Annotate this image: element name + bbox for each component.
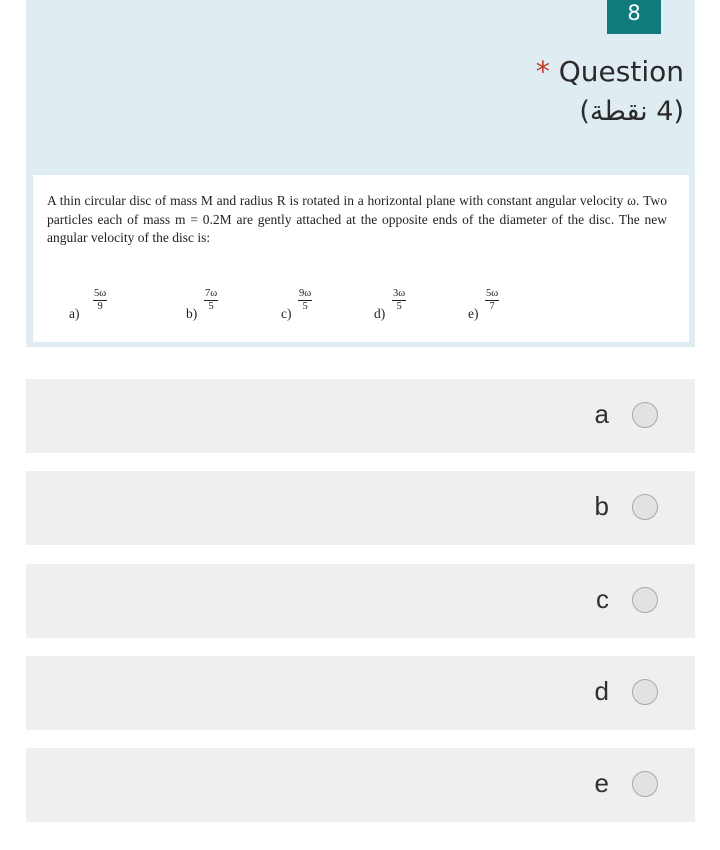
math-option-label: b): [186, 306, 198, 321]
choice-label: a: [594, 399, 609, 429]
fraction-numerator: 3ω: [393, 288, 406, 299]
radio-unchecked-icon[interactable]: [632, 771, 658, 797]
math-option-fraction: [298, 288, 312, 313]
question-image-text: A thin circular disc of mass M and radius R is rotated in a horizontal plane with constant angular velocity ω. Two particles each of mass m = 0.2M are gently attached at the opposite ends of the diameter of the disc. The new angular velocity of the disc is:: [47, 193, 667, 245]
radio-unchecked-icon[interactable]: [632, 494, 658, 520]
fraction-numerator: 7ω: [205, 288, 218, 299]
fraction-denominator: 5: [396, 301, 402, 312]
fraction-numerator: 5ω: [486, 288, 499, 299]
choice-c[interactable]: [26, 564, 695, 638]
math-option-fraction: [485, 288, 499, 313]
question-title: [536, 55, 684, 88]
math-option-fraction: [93, 288, 107, 313]
fraction-denominator: 9: [97, 301, 103, 312]
math-option-label: c): [281, 306, 292, 321]
required-marker: *: [535, 55, 550, 88]
fraction-denominator: 7: [489, 301, 495, 312]
radio-unchecked-icon[interactable]: [632, 587, 658, 613]
fraction-denominator: 5: [302, 301, 308, 312]
question-image: [33, 175, 689, 342]
choice-d[interactable]: [26, 656, 695, 730]
math-option-label: d): [374, 306, 386, 321]
choice-label: b: [594, 491, 609, 521]
math-option-label: a): [69, 306, 80, 321]
math-option-label: e): [468, 306, 479, 321]
fraction-denominator: 5: [208, 301, 214, 312]
fraction-numerator: 5ω: [94, 288, 107, 299]
radio-unchecked-icon[interactable]: [632, 679, 658, 705]
choice-a[interactable]: [26, 379, 695, 453]
choice-b[interactable]: [26, 471, 695, 545]
choice-label: d: [594, 676, 609, 706]
question-title-text: Question: [558, 55, 684, 88]
math-option-fraction: [392, 288, 406, 313]
question-points: (4 نقطة): [579, 96, 684, 127]
question-number-badge: 8: [607, 0, 661, 34]
choice-label: c: [596, 584, 609, 614]
radio-unchecked-icon[interactable]: [632, 402, 658, 428]
choice-label: e: [594, 768, 609, 798]
fraction-numerator: 9ω: [299, 288, 312, 299]
math-option-fraction: [204, 288, 218, 313]
choice-e[interactable]: [26, 748, 695, 822]
